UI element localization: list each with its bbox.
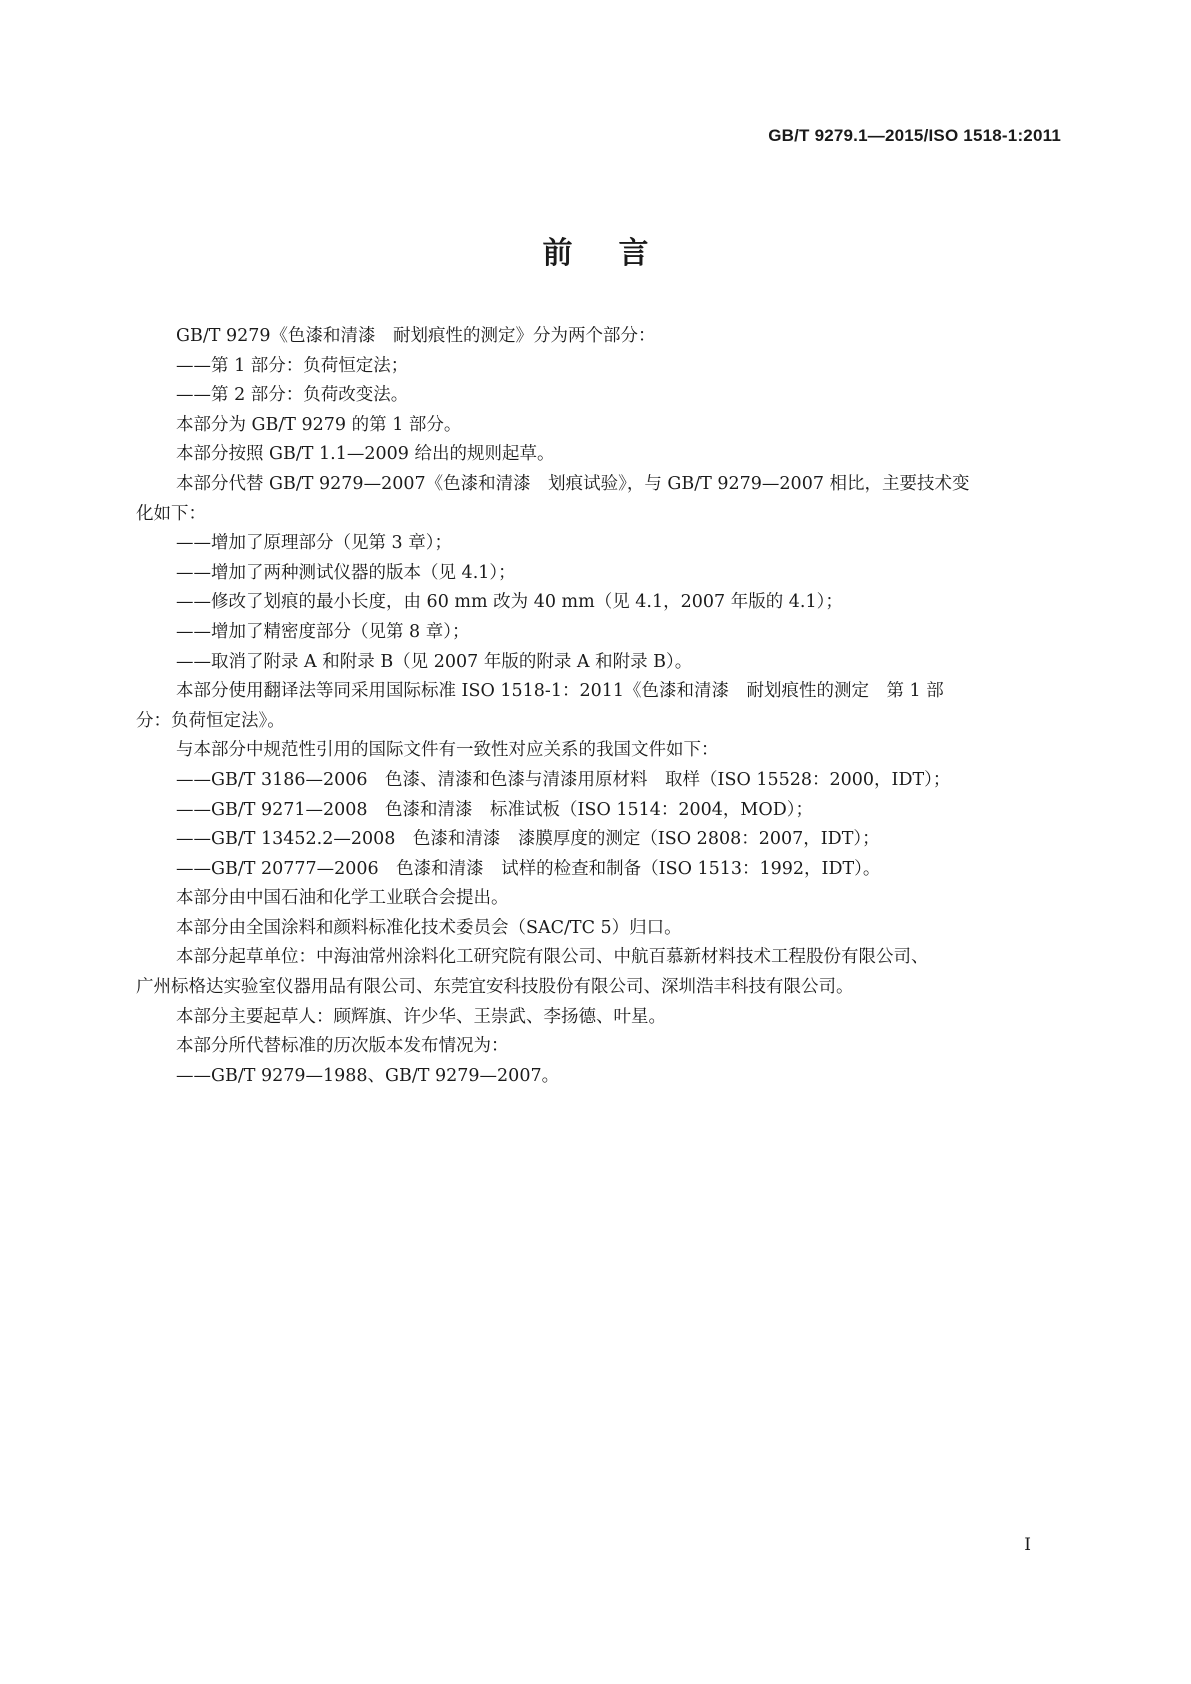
text-line: ——增加了原理部分（见第 3 章）； <box>176 533 453 554</box>
text-line: ——修改了划痕的最小长度，由 60 mm 改为 40 mm（见 4.1，2007 年版的 4.1）； <box>176 592 843 613</box>
text-line: ——取消了附录 A 和附录 B（见 2007 年版的附录 A 和附录 B）。 <box>176 651 693 672</box>
text-line: 化如下： <box>136 503 206 524</box>
page-number: I <box>1024 1535 1031 1555</box>
text-line: 本部分按照 GB/T 1.1—2009 给出的规则起草。 <box>176 444 555 465</box>
page-title: 前言 <box>542 236 695 271</box>
text-line: ——GB/T 9279—1988、GB/T 9279—2007。 <box>176 1065 560 1086</box>
text-line: 本部分使用翻译法等同采用国际标准 ISO 1518-1：2011《色漆和清漆 耐划痕性的测定 第 1 部 <box>176 681 944 702</box>
text-line: ——GB/T 20777—2006 色漆和清漆 试样的检查和制备（ISO 1513：1992，IDT）。 <box>176 858 881 879</box>
document-code: GB/T 9279.1—2015/ISO 1518-1:2011 <box>768 126 1061 145</box>
text-line: ——第 1 部分：负荷恒定法； <box>176 355 409 376</box>
text-line: ——GB/T 9271—2008 色漆和清漆 标准试板（ISO 1514：2004，MOD）； <box>176 799 813 820</box>
text-line: ——增加了两种测试仪器的版本（见 4.1）； <box>176 562 516 583</box>
text-line: 分：负荷恒定法》。 <box>136 710 285 731</box>
text-line: ——第 2 部分：负荷改变法。 <box>176 385 409 406</box>
text-line: 与本部分中规范性引用的国际文件有一致性对应关系的我国文件如下： <box>176 740 719 761</box>
text-line: ——增加了精密度部分（见第 8 章）； <box>176 621 470 642</box>
text-line: 本部分主要起草人：顾辉旗、许少华、王崇武、李扬德、叶星。 <box>176 1006 666 1027</box>
foreword-body <box>136 322 1064 1091</box>
text-line: ——GB/T 13452.2—2008 色漆和清漆 漆膜厚度的测定（ISO 2808：2007，IDT）； <box>176 829 880 850</box>
text-line: 本部分由中国石油和化学工业联合会提出。 <box>176 888 509 909</box>
text-line: 本部分所代替标准的历次版本发布情况为： <box>176 1036 509 1057</box>
text-line: 本部分起草单位：中海油常州涂料化工研究院有限公司、中航百慕新材料技术工程股份有限公司、 <box>176 947 929 968</box>
text-line: ——GB/T 3186—2006 色漆、清漆和色漆与清漆用原材料 取样（ISO 15528：2000，IDT）； <box>176 769 951 790</box>
text-line: 广州标格达实验室仪器用品有限公司、东莞宜安科技股份有限公司、深圳浩丰科技有限公司。 <box>136 977 854 998</box>
text-line: GB/T 9279《色漆和清漆 耐划痕性的测定》分为两个部分： <box>176 326 656 346</box>
text-line: 本部分由全国涂料和颜料标准化技术委员会（SAC/TC 5）归口。 <box>176 917 682 938</box>
text-line: 本部分代替 GB/T 9279—2007《色漆和清漆 划痕试验》，与 GB/T 9279—2007 相比，主要技术变 <box>176 473 970 494</box>
text-line: 本部分为 GB/T 9279 的第 1 部分。 <box>176 414 462 435</box>
